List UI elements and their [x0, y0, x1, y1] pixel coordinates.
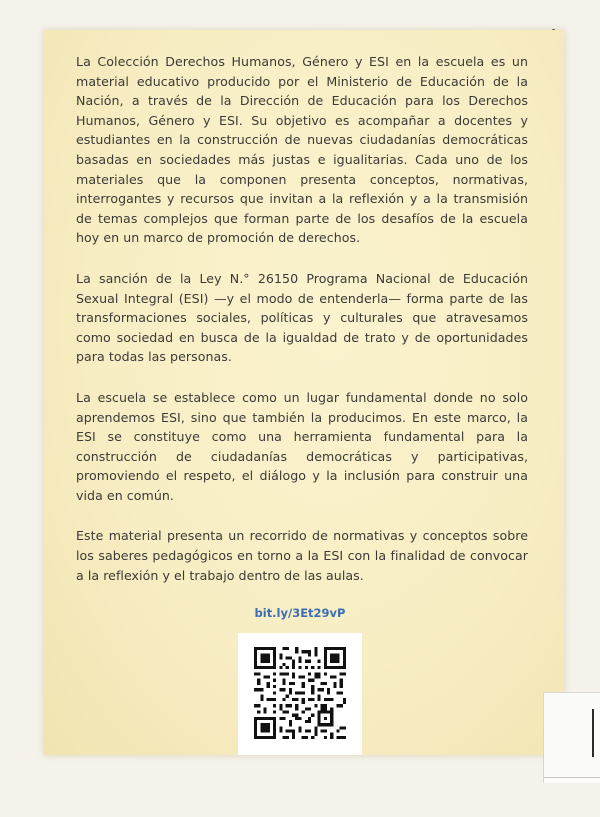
paragraph-1: La Colección Derechos Humanos, Género y ESI en la escuela es un material educativo producido por el Ministerio de Educación de la Nación, a través de la Dirección de Educación para los Derechos Humanos, Género y ESI. Su objetivo es acompañar a docentes y estudiantes en la construcción de nuevas ciudadanías democráticas basadas en sociedades más justas e igualitarias. Cada uno de los materiales que la componen presenta conceptos, normativas, interrogantes y recursos que invitan a la reflexión y a la transmisión de temas complejos que forman parte de los desafíos de la escuela hoy en un marco de promoción de derechos.	[76, 54, 528, 246]
qr-code-frame	[238, 633, 362, 755]
paragraph-2: La sanción de la Ley N.° 26150 Programa Nacional de Educación Sexual Integral (ESI) —y el modo de entenderla— forma parte de las transformaciones sociales, políticas y culturales que atravesamos como sociedad en busca de la igualdad de trato y de oportunidades para todas las personas.	[76, 270, 528, 365]
qr-code-icon	[254, 647, 346, 739]
paragraph-4: Este material presenta un recorrido de normativas y conceptos sobre los saberes pedagógicos en torno a la ESI con la finalidad de convocar a la reflexión y el trabajo dentro de las aulas.	[76, 528, 528, 583]
short-link[interactable]: bit.ly/3Et29vP	[254, 606, 346, 620]
scan-edge-paper	[543, 692, 600, 783]
body-text	[76, 52, 528, 606]
paragraph-3: La escuela se establece como un lugar fundamental donde no solo aprendemos ESI, sino que también la producimos. En este marco, la ESI se constituye como una herramienta fundamental para la construcción de ciudadanías democráticas y participativas, promoviendo el respeto, el diálogo y la inclusión para construir una vida en común.	[76, 389, 528, 503]
scan-edge-mark	[592, 709, 594, 757]
scan-edge-line	[544, 777, 600, 778]
